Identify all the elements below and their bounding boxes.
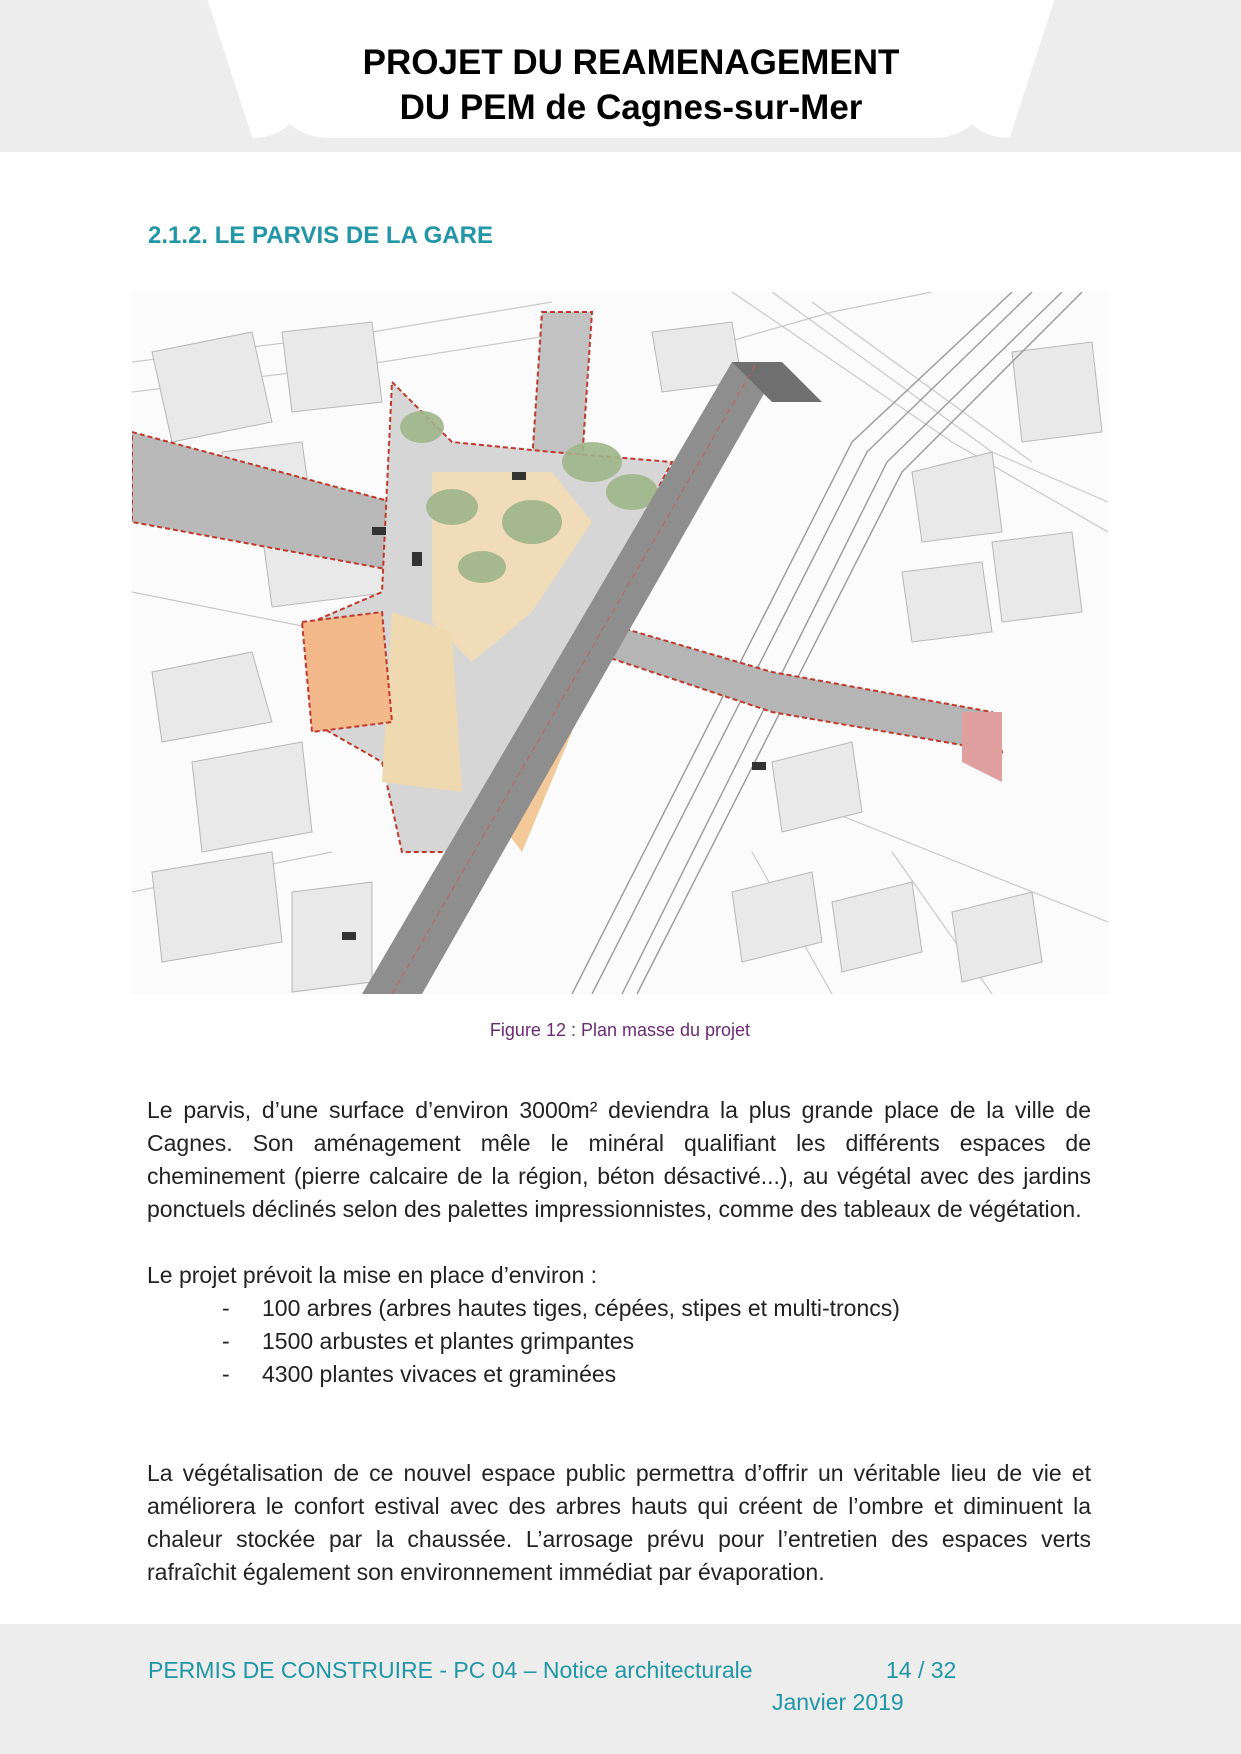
paragraph-1: Le parvis, d’une surface d’environ 3000m² deviendra la plus grande place de la ville de Cagnes. Son aménagement mêle le minéral qualifiant les différents espaces de cheminement (pierre calcaire de la région, béton désactivé...), au végétal avec des jardins ponctuels déclinés selon des palettes impressionnistes, comme des tableaux de végétation. <box>147 1097 1091 1222</box>
figure-caption: Figure 12 : Plan masse du projet <box>489 1020 751 1040</box>
title-line-1: PROJET DU REAMENAGEMENT <box>362 43 900 82</box>
footer-doc-ref: PERMIS DE CONSTRUIRE - PC 04 – Notice architecturale <box>148 1657 753 1683</box>
paragraph-3: La végétalisation de ce nouvel espace public permettra d’offrir un véritable lieu de vie et améliorera le confort estival avec des arbres hauts qui créent de l’ombre et diminuent la chaleur stockée par la chaussée. L’arrosage prévu pour l’entretien des espaces verts rafraîchit également son environnement immédiat par évaporation. <box>147 1460 1091 1585</box>
list-item: - 1500 arbustes et plantes grimpantes <box>222 1328 635 1354</box>
planting-list <box>222 1292 900 1391</box>
parvis-promenade <box>382 612 462 792</box>
station-building <box>302 612 392 732</box>
page-title <box>268 40 994 130</box>
footer-band <box>0 1624 1241 1754</box>
list-item: - 4300 plantes vivaces et graminées <box>222 1361 617 1387</box>
section-heading: 2.1.2. LE PARVIS DE LA GARE <box>148 222 493 249</box>
north-road <box>532 312 592 462</box>
footer-date: Janvier 2019 <box>772 1689 904 1715</box>
site-plan-figure <box>132 292 1108 994</box>
list-item: - 100 arbres (arbres hautes tiges, cépées, stipes et multi-troncs) <box>222 1295 900 1321</box>
site-plan-drawing <box>132 292 1108 994</box>
title-line-2: DU PEM de Cagnes-sur-Mer <box>399 88 863 127</box>
paragraph-2: Le projet prévoit la mise en place d’environ : <box>147 1262 598 1288</box>
footer-page-number: 14 / 32 <box>886 1657 957 1683</box>
